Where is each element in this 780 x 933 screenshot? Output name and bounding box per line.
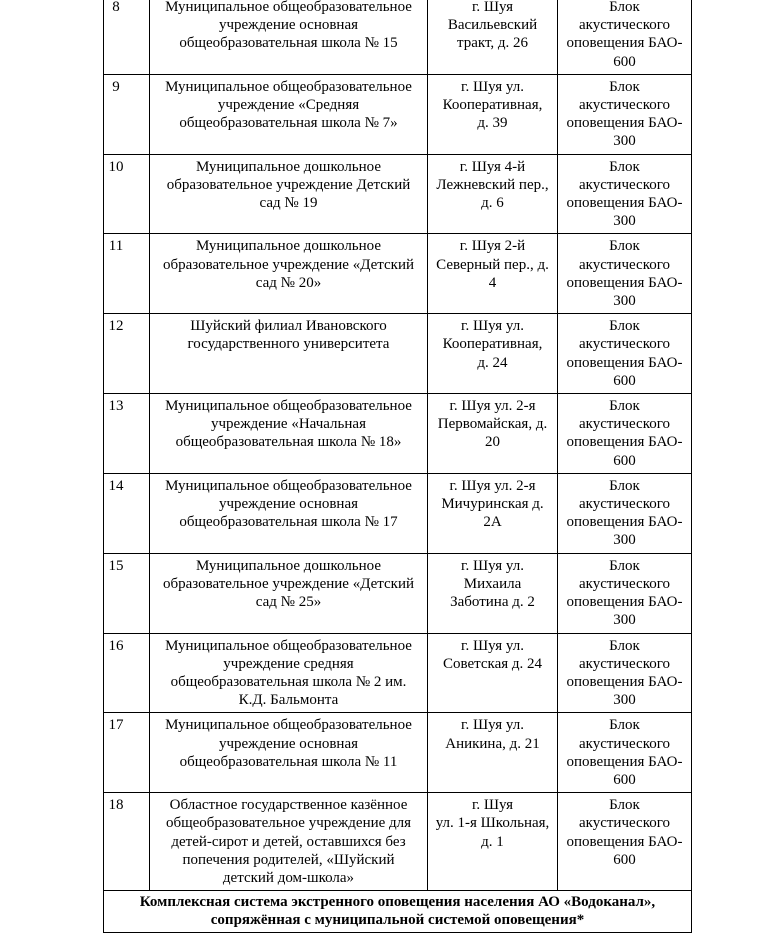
- warning-block-line: 600: [613, 53, 636, 70]
- table-row: [104, 793, 692, 891]
- address-line: ул. 1-я Школьная,: [435, 815, 550, 832]
- warning-block-line: оповещения БАО-: [566, 35, 683, 52]
- warning-block-line: оповещения БАО-: [566, 833, 683, 850]
- warning-block-line: Блок: [609, 637, 640, 654]
- warning-block-line: акустического: [578, 176, 670, 193]
- institution-name-line: Областное государственное казённое: [169, 797, 408, 814]
- row-number: 14: [104, 473, 150, 553]
- warning-block-line: акустического: [578, 416, 670, 433]
- warning-block-line: 300: [613, 293, 636, 310]
- table-row: [104, 0, 692, 74]
- address-line: Мичуринская д.: [441, 496, 544, 513]
- warning-block-line: оповещения БАО-: [566, 753, 683, 770]
- address-line: г. Шуя ул. 2-я: [449, 477, 536, 494]
- row-number: 17: [104, 713, 150, 793]
- warning-block: [558, 394, 692, 474]
- warning-block-line: Блок: [609, 717, 640, 734]
- institution-name-line: учреждение «Средняя: [217, 97, 360, 114]
- institution-name-line: общеобразовательная школа № 7»: [179, 115, 398, 132]
- address-line: г. Шуя 4-й: [459, 158, 526, 175]
- row-number: 11: [104, 234, 150, 314]
- address: [428, 314, 558, 394]
- institution-name-line: учреждение средняя: [223, 655, 354, 672]
- institution-name-line: общеобразовательная школа № 18»: [175, 434, 402, 451]
- table-row: [104, 234, 692, 314]
- table-row: [104, 473, 692, 553]
- warning-block-line: оповещения БАО-: [566, 434, 683, 451]
- address-line: д. 6: [481, 195, 504, 212]
- warning-block-line: Блок: [609, 398, 640, 415]
- row-number: 15: [104, 553, 150, 633]
- table-row: [104, 713, 692, 793]
- warning-block-line: 300: [613, 692, 636, 709]
- warning-block: [558, 234, 692, 314]
- row-number: 18: [104, 793, 150, 891]
- address-line: 20: [485, 434, 500, 451]
- address-line: г. Шуя: [471, 797, 514, 814]
- warning-block-line: акустического: [578, 655, 670, 672]
- address-line: г. Шуя ул.: [461, 717, 524, 734]
- institution-name: [150, 633, 428, 713]
- institution-name: [150, 394, 428, 474]
- institution-name-line: сад № 19: [259, 195, 318, 212]
- institution-name-line: образовательное учреждение «Детский: [162, 256, 415, 273]
- table-row: [104, 394, 692, 474]
- institution-name-line: общеобразовательная школа № 2 им.: [170, 673, 407, 690]
- warning-block-line: акустического: [578, 17, 670, 34]
- row-number: 8: [104, 0, 150, 74]
- warning-block-line: Блок: [609, 477, 640, 494]
- warning-block-line: акустического: [578, 575, 670, 592]
- institution-name: [150, 154, 428, 234]
- warning-block: [558, 553, 692, 633]
- address: [428, 473, 558, 553]
- institution-name: [150, 793, 428, 891]
- warning-block-line: 300: [613, 213, 636, 230]
- footer-cell: [104, 891, 692, 932]
- institution-name-line: Шуйский филиал Ивановского: [190, 318, 387, 335]
- footer-line: Комплексная система экстренного оповещения населения АО «Водоканал»,: [139, 894, 656, 911]
- row-number: 13: [104, 394, 150, 474]
- institution-name-line: Муниципальное общеобразовательное: [165, 398, 412, 415]
- address: [428, 0, 558, 74]
- institution-name-line: Муниципальное общеобразовательное: [165, 477, 412, 494]
- warning-block-line: Блок: [609, 797, 640, 814]
- institution-name: [150, 0, 428, 74]
- warning-block-line: оповещения БАО-: [566, 274, 683, 291]
- institution-name: [150, 314, 428, 394]
- warning-block-line: 600: [613, 372, 636, 389]
- table-row: [104, 314, 692, 394]
- warning-systems-table: [103, 0, 692, 933]
- address-line: Кооперативная,: [442, 336, 543, 353]
- institution-name: [150, 473, 428, 553]
- warning-block: [558, 0, 692, 74]
- institution-name: [150, 713, 428, 793]
- warning-block: [558, 793, 692, 891]
- warning-block-line: 300: [613, 612, 636, 629]
- institution-name-line: Муниципальное общеобразовательное: [165, 0, 412, 15]
- table-body: [104, 0, 692, 891]
- table-row: [104, 74, 692, 154]
- address-line: г. Шуя ул.: [461, 557, 524, 574]
- address: [428, 394, 558, 474]
- institution-name-line: учреждение основная: [218, 496, 359, 513]
- warning-block-line: акустического: [578, 97, 670, 114]
- warning-block-line: акустического: [578, 256, 670, 273]
- warning-block-line: акустического: [578, 815, 670, 832]
- warning-block-line: оповещения БАО-: [566, 195, 683, 212]
- table-row: [104, 553, 692, 633]
- address-line: г. Шуя ул. 2-я: [449, 398, 536, 415]
- warning-block-line: акустического: [578, 336, 670, 353]
- address-line: Советская д. 24: [442, 655, 543, 672]
- institution-name-line: К.Д. Бальмонта: [238, 692, 339, 709]
- warning-block-line: 300: [613, 532, 636, 549]
- warning-block: [558, 633, 692, 713]
- address-line: Лежневский пер.,: [436, 176, 549, 193]
- institution-name-line: детский дом-школа»: [222, 869, 355, 886]
- institution-name-line: образовательное учреждение «Детский: [162, 575, 415, 592]
- institution-name-line: детей-сирот и детей, оставшихся без: [171, 833, 406, 850]
- warning-block: [558, 314, 692, 394]
- warning-block-line: Блок: [609, 557, 640, 574]
- institution-name-line: государственного университета: [187, 336, 390, 353]
- address-line: тракт, д. 26: [456, 35, 529, 52]
- address-line: д. 39: [477, 115, 508, 132]
- institution-name-line: Муниципальное дошкольное: [195, 238, 382, 255]
- warning-block-line: оповещения БАО-: [566, 594, 683, 611]
- warning-block: [558, 154, 692, 234]
- institution-name-line: общеобразовательная школа № 17: [179, 514, 398, 531]
- warning-block: [558, 74, 692, 154]
- institution-name-line: сад № 20»: [255, 274, 322, 291]
- address: [428, 74, 558, 154]
- warning-block-line: оповещения БАО-: [566, 514, 683, 531]
- address-line: Михаила: [463, 575, 522, 592]
- institution-name-line: образовательное учреждение Детский: [166, 176, 411, 193]
- institution-name-line: попечения родителей, «Шуйский: [182, 851, 395, 868]
- warning-block-line: Блок: [609, 158, 640, 175]
- institution-name-line: общеобразовательная школа № 15: [179, 35, 398, 52]
- institution-name-line: учреждение основная: [218, 17, 359, 34]
- warning-block-line: оповещения БАО-: [566, 354, 683, 371]
- address-line: г. Шуя: [471, 0, 514, 15]
- address-line: д. 1: [481, 833, 504, 850]
- institution-name: [150, 553, 428, 633]
- row-number: 16: [104, 633, 150, 713]
- address-line: 2А: [483, 514, 502, 531]
- institution-name-line: Муниципальное общеобразовательное: [165, 78, 412, 95]
- warning-block-line: акустического: [578, 496, 670, 513]
- address-line: г. Шуя ул.: [461, 78, 524, 95]
- warning-block-line: Блок: [609, 238, 640, 255]
- row-number: 9: [104, 74, 150, 154]
- address-line: Заботина д. 2: [450, 594, 535, 611]
- address-line: Васильевский: [447, 17, 538, 34]
- address: [428, 713, 558, 793]
- warning-block: [558, 473, 692, 553]
- institution-name-line: Муниципальное общеобразовательное: [165, 637, 412, 654]
- warning-block-line: 600: [613, 851, 636, 868]
- institution-name: [150, 234, 428, 314]
- institution-name-line: Муниципальное дошкольное: [195, 557, 382, 574]
- address-line: г. Шуя ул.: [461, 318, 524, 335]
- institution-name-line: Муниципальное общеобразовательное: [165, 717, 412, 734]
- institution-name-line: Муниципальное дошкольное: [195, 158, 382, 175]
- address: [428, 793, 558, 891]
- warning-block-line: оповещения БАО-: [566, 115, 683, 132]
- institution-name: [150, 74, 428, 154]
- row-number: 10: [104, 154, 150, 234]
- address-line: 4: [488, 274, 497, 291]
- address-line: Северный пер., д.: [436, 256, 549, 273]
- address: [428, 553, 558, 633]
- address-line: г. Шуя 2-й: [459, 238, 526, 255]
- institution-name-line: сад № 25»: [255, 594, 322, 611]
- address-line: Аникина, д. 21: [445, 735, 540, 752]
- footer-line: сопряжённая с муниципальной системой оповещения*: [210, 912, 585, 929]
- row-number: 12: [104, 314, 150, 394]
- address-line: г. Шуя ул.: [461, 637, 524, 654]
- address-line: Кооперативная,: [442, 97, 543, 114]
- institution-name-line: общеобразовательное учреждение для: [165, 815, 412, 832]
- address-line: Первомайская, д.: [437, 416, 548, 433]
- table-row: [104, 633, 692, 713]
- warning-block-line: акустического: [578, 735, 670, 752]
- warning-block-line: 600: [613, 771, 636, 788]
- warning-block-line: Блок: [609, 78, 640, 95]
- warning-block-line: оповещения БАО-: [566, 673, 683, 690]
- warning-block-line: Блок: [609, 318, 640, 335]
- institution-name-line: учреждение «Начальная: [211, 416, 366, 433]
- warning-block-line: 300: [613, 133, 636, 150]
- table-row: [104, 154, 692, 234]
- warning-block-line: 600: [613, 452, 636, 469]
- institution-name-line: общеобразовательная школа № 11: [179, 753, 398, 770]
- institution-name-line: учреждение основная: [218, 735, 359, 752]
- address: [428, 154, 558, 234]
- warning-block: [558, 713, 692, 793]
- footer-row: [104, 891, 692, 932]
- address: [428, 633, 558, 713]
- warning-block-line: Блок: [609, 0, 640, 15]
- address: [428, 234, 558, 314]
- address-line: д. 24: [477, 354, 508, 371]
